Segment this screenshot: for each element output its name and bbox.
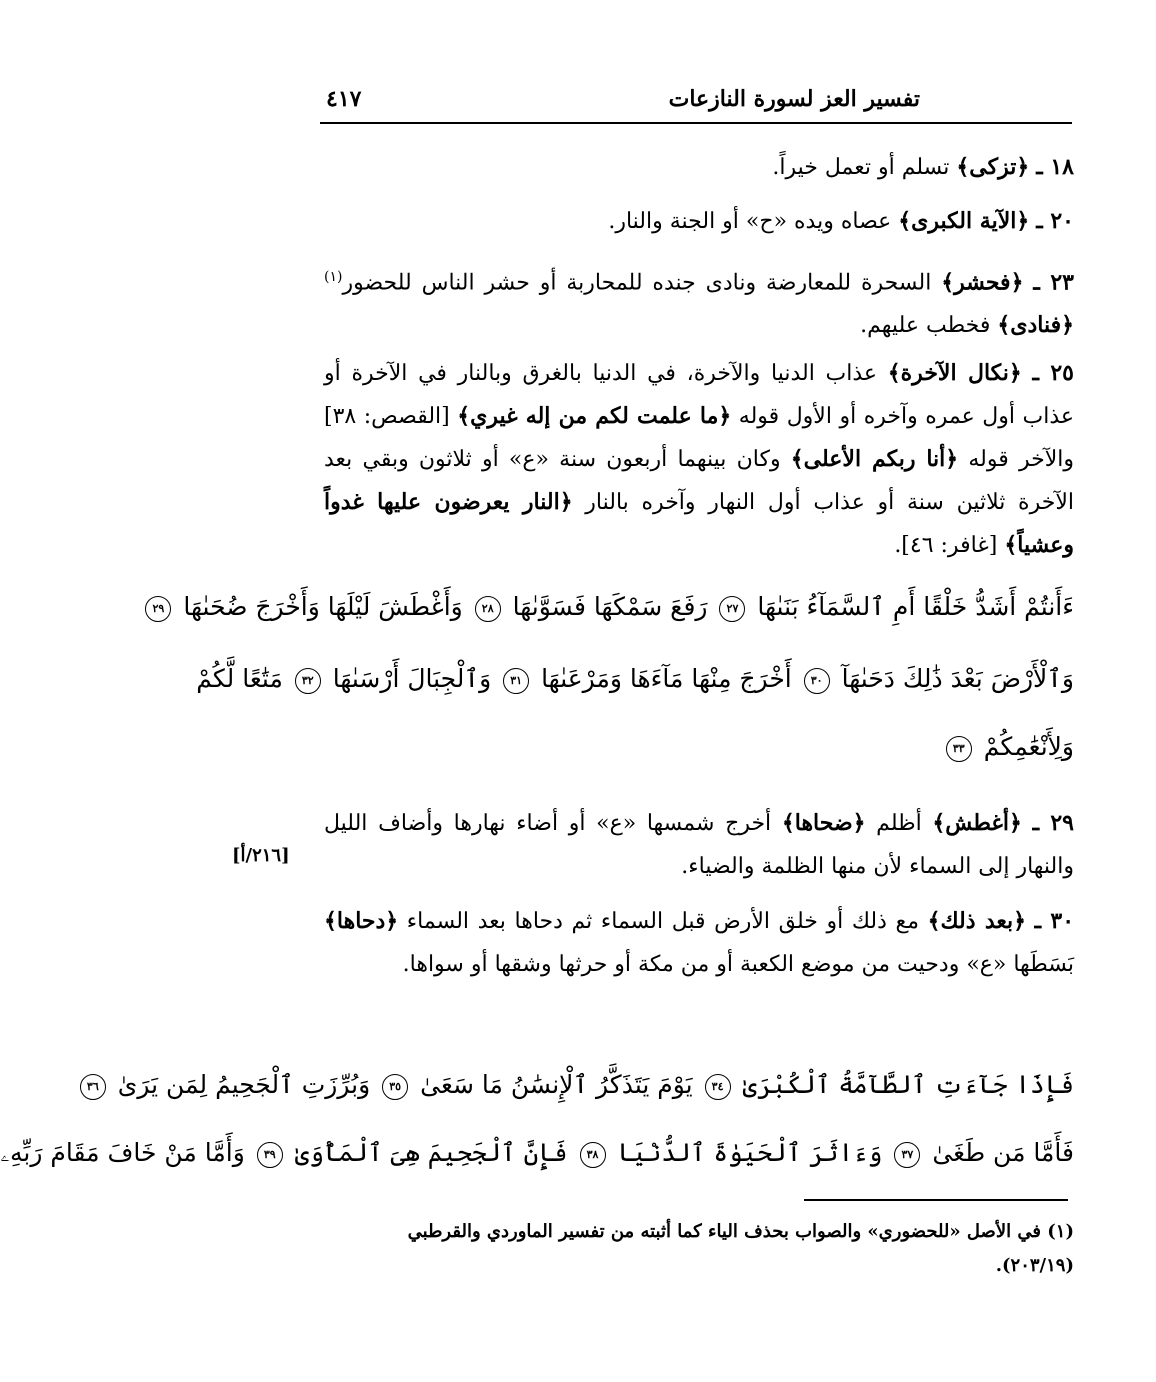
quranic-quote: ﴿ما علمت لكم من إله غيري﴾ <box>457 403 732 429</box>
verse-number: ٢٣ ـ <box>1033 269 1074 296</box>
commentary-paragraph <box>324 200 1074 243</box>
commentary-text: [غافر: ٤٦]. <box>894 533 1005 558</box>
commentary-text: عصاه ويده «ح» أو الجنة والنار. <box>608 209 899 234</box>
quranic-term: ﴿أغطش﴾ <box>932 810 1022 836</box>
verse-number: ٢٥ ـ <box>1032 360 1074 386</box>
commentary-text: عذاب الدنيا والآخرة، في الدنيا بالغرق وبالنار في الآخرة أو عذاب أول عمره وآخره أو الأول قوله <box>324 361 1074 429</box>
ayah-marker: ٣٩ <box>257 1142 283 1168</box>
quranic-quote: ﴿أنا ربكم الأعلى﴾ <box>790 446 959 472</box>
header-rule <box>320 122 1072 124</box>
commentary-paragraph <box>324 146 1074 189</box>
commentary-text: أخرج شمسها «ع» أو أضاء نهارها وأضاف الليل والنهار إلى السماء لأن منها الظلمة والضياء. <box>324 811 1074 879</box>
ayah-marker: ٣٥ <box>382 1074 408 1100</box>
header-title: تفسير العز لسورة النازعات <box>668 86 920 112</box>
footnote-separator <box>804 1199 1068 1201</box>
commentary-paragraph <box>324 256 1074 347</box>
quranic-term: ﴿فحشر﴾ <box>941 269 1024 296</box>
ayah-marker: ٣٢ <box>295 668 321 694</box>
commentary-paragraph <box>324 352 1074 567</box>
verse-text: وَبُرِّزَتِ ٱلْجَحِيمُ لِمَن يَرَىٰ <box>117 1070 371 1099</box>
verse-text: فَإِذَا جَآءَتِ ٱلطَّآمَّةُ ٱلْكُبْرَىٰ <box>742 1070 1074 1099</box>
verse-number: ٢٠ ـ <box>1036 208 1074 234</box>
quranic-quote: ﴿النار يعرضون عليها غدواً وعشياً﴾ <box>324 489 1074 558</box>
verse-text: وَٱلْجِبَالَ أَرْسَىٰهَا <box>332 664 492 693</box>
footnote <box>324 1215 1074 1283</box>
quran-line <box>86 1056 1074 1114</box>
quranic-term: ﴿ضحاها﴾ <box>781 810 866 836</box>
quranic-term: ﴿بعد ذلك﴾ <box>927 908 1027 934</box>
commentary-paragraph <box>324 900 1074 986</box>
verse-text: وَٱلْأَرْضَ بَعْدَ ذَٰلِكَ دَحَىٰهَآ <box>841 664 1074 693</box>
page-number: ٤١٧ <box>326 86 362 112</box>
commentary-text: أظلم <box>865 811 933 836</box>
ayah-marker: ٢٨ <box>475 596 501 622</box>
verse-text: فَإِنَّ ٱلْجَحِيمَ هِىَ ٱلْمَأْوَىٰ <box>294 1138 568 1167</box>
quran-line <box>0 1124 1074 1182</box>
verse-text: وَلِأَنْعَٰمِكُمْ <box>983 732 1074 761</box>
footnote-text: في الأصل «للحضوري» والصواب بحذف الياء كما أثبته من تفسير الماوردي والقرطبي (٢٠٣/١٩). <box>407 1221 1074 1276</box>
verse-text: وَءَاثَرَ ٱلْحَيَوٰةَ ٱلدُّنْيَا <box>617 1138 883 1167</box>
commentary-text: فخطب عليهم. <box>860 313 998 339</box>
quran-line <box>314 718 1074 776</box>
ayah-marker: ٣٠ <box>804 668 830 694</box>
verse-text: يَوْمَ يَتَذَكَّرُ ٱلْإِنسَٰنُ مَا سَعَىٰ <box>420 1070 693 1099</box>
commentary-text: [القصص: ٣٨] والآخر قوله <box>324 404 1074 472</box>
quranic-term: ﴿الآية الكبرى﴾ <box>898 208 1030 234</box>
quranic-term: ﴿دحاها﴾ <box>324 908 399 934</box>
running-header <box>320 84 1070 120</box>
quran-line <box>196 650 1074 708</box>
verse-text: رَفَعَ سَمْكَهَا فَسَوَّىٰهَا <box>512 592 708 621</box>
ayah-marker: ٢٧ <box>719 596 745 622</box>
verse-text: فَأَمَّا مَن طَغَىٰ <box>932 1138 1074 1167</box>
ayah-marker: ٣٨ <box>580 1142 606 1168</box>
quranic-term: ﴿نكال الآخرة﴾ <box>887 360 1022 386</box>
commentary-paragraph <box>324 802 1074 888</box>
footnote-reference[interactable]: (١) <box>324 269 343 285</box>
ayah-marker: ٣٤ <box>705 1074 731 1100</box>
verse-number: ١٨ ـ <box>1036 154 1074 180</box>
verse-number: ٢٩ ـ <box>1032 810 1074 836</box>
footnote-marker: (١) <box>1047 1221 1074 1242</box>
ayah-marker: ٣٧ <box>894 1142 920 1168</box>
ayah-marker: ٣١ <box>503 668 529 694</box>
ayah-marker: ٣٣ <box>946 736 972 762</box>
commentary-text: بَسَطَها «ع» ودحيت من موضع الكعبة أو من مكة أو حرثها وشقها أو سواها. <box>402 952 1074 977</box>
ayah-marker: ٣٦ <box>80 1074 106 1100</box>
manuscript-folio-note: [٢١٦/أ] <box>232 845 290 866</box>
quranic-term: ﴿تزكى﴾ <box>956 154 1030 180</box>
commentary-text: تسلم أو تعمل خيراً. <box>772 155 957 180</box>
ayah-marker: ٢٩ <box>145 596 171 622</box>
quran-line <box>152 578 1074 636</box>
commentary-text: السحرة للمعارضة ونادى جنده للمحاربة أو حشر الناس للحضور <box>342 270 942 296</box>
verse-number: ٣٠ ـ <box>1034 908 1075 934</box>
verse-text: وَأَغْطَشَ لَيْلَهَا وَأَخْرَجَ ضُحَىٰهَا <box>183 592 463 621</box>
verse-text: وَأَمَّا مَنْ خَافَ مَقَامَ رَبِّهِۦ <box>0 1138 245 1167</box>
commentary-text: مع ذلك أو خلق الأرض قبل السماء ثم دحاها بعد السماء <box>398 909 928 934</box>
verse-text: ءَأَنتُمْ أَشَدُّ خَلْقًا أَمِ ٱلسَّمَآءُ بَنَىٰهَا <box>757 592 1074 621</box>
commentary-text: وكان بينهما أربعون سنة «ع» أو ثلاثون وبقي بعد الآخرة ثلاثين سنة أو عذاب أول النهار وآخره بالنار <box>324 447 1074 515</box>
verse-text: مَتَٰعًا لَّكُمْ <box>196 664 283 693</box>
quranic-term: ﴿فنادى﴾ <box>997 312 1074 339</box>
verse-text: أَخْرَجَ مِنْهَا مَآءَهَا وَمَرْعَىٰهَا <box>541 664 792 693</box>
